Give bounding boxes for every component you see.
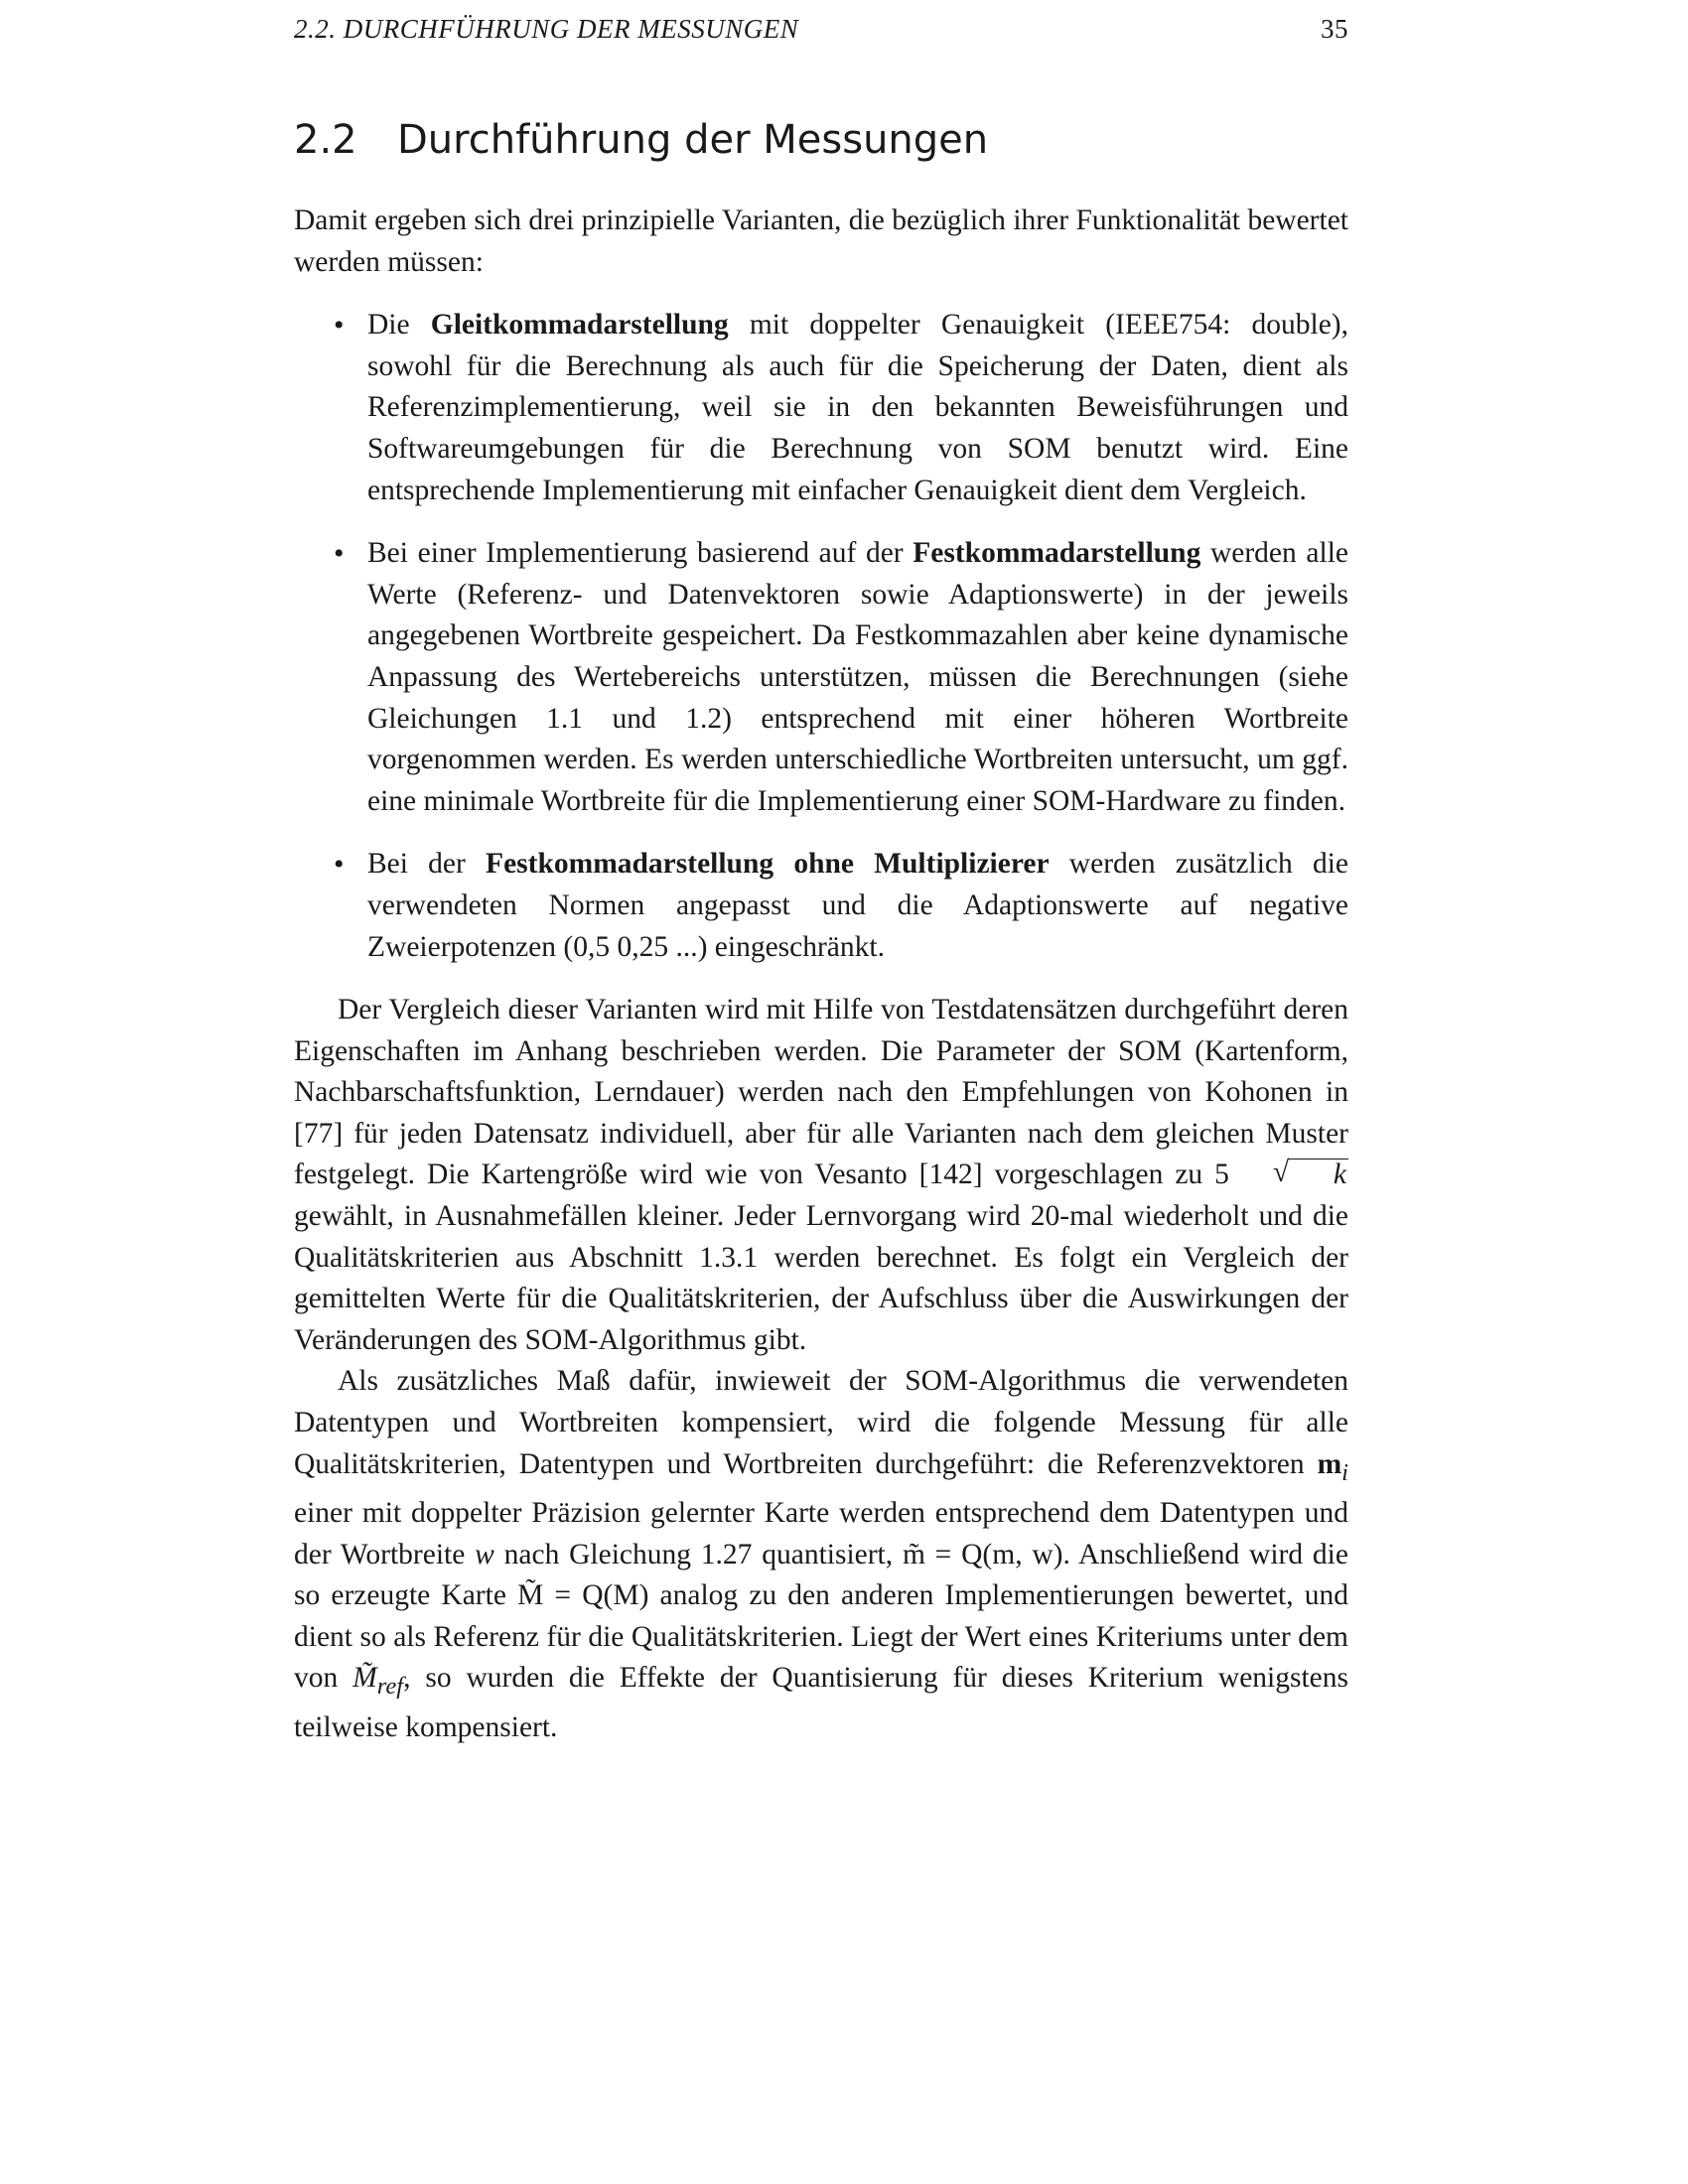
term-bold: Gleitkommadarstellung <box>430 309 729 341</box>
running-header <box>294 14 1348 54</box>
equation-quantized-vector: m̃ = Q(m, w) <box>902 1538 1063 1570</box>
section-number: 2.2 <box>294 117 357 163</box>
list-item: • Bei der Festkommadarstellung ohne Multiplizierer werden zusätzlich die verwendeten Normen angepasst und die Adaptionswerte auf negative Zweierpotenzen (0,5 0,25 ...) eingeschränkt. <box>367 844 1348 968</box>
wordwidth-w: w <box>475 1538 494 1570</box>
section-heading <box>294 117 988 163</box>
list-item: • Bei einer Implementierung basierend auf der Festkommadarstellung werden alle Werte (Referenz- und Datenvektoren sowie Adaptionswerte) in der jeweils angegebenen Wortbreite gespeichert. Da Festkommazahlen aber keine dynamische Anpassung des Wertebereichs unterstützen, müssen die Berechnungen (siehe Gleichungen 1.1 und 1.2) entsprechend mit einer höheren Wortbreite vorgenommen werden. Es werden unterschiedliche Wortbreiten untersucht, um ggf. eine minimale Wortbreite für die Implementierung einer SOM-Hardware zu finden. <box>367 533 1348 822</box>
page-number: 35 <box>1321 14 1348 44</box>
body-text <box>294 201 1348 1749</box>
intro-paragraph: Damit ergeben sich drei prinzipielle Varianten, die bezüglich ihrer Funktionalität bewertet werden müssen: <box>294 205 1348 278</box>
equation-quantized-map: M̃ = Q(M) <box>517 1579 649 1612</box>
running-title: 2.2. DURCHFÜHRUNG DER MESSUNGEN <box>294 14 799 44</box>
sqrt-formula: 5√ k <box>1214 1159 1348 1190</box>
paragraph-quantization: Als zusätzliches Maß dafür, inwieweit der SOM-Algorithmus die verwendeten Datentypen und Wortbreiten kompensiert, wird die folgende Messung für alle Qualitätskriterien, Datentypen und Wortbreiten durchgeführt: die Referenzvektoren $m_i$ einer mit doppelter Präzision gelernter Karte werden entsprechend dem Datentypen und der Wortbreite w nach Gleichung 1.27 quantisiert, m̃ = Q(m, w). Anschließend wird die so erzeugte Karte M̃ = Q(M) analog zu den anderen Implementierungen bewertet, und dient so als Referenz für die Qualitätskriterien. Liegt der Wert eines Kriteriums unter dem von $M̃_{ref}$, so wurden die Effekte der Quantisierung für dieses Kriterium wenigstens teilweise kompensiert. <box>294 1365 1348 1743</box>
term-bold: Festkommadarstellung <box>913 537 1201 570</box>
paragraph-comparison: Der Vergleich dieser Varianten wird mit Hilfe von Testdatensätzen durchgeführt deren Eigenschaften im Anhang beschrieben werden. Die Parameter der SOM (Kartenform, Nachbarschaftsfunktion, Lerndauer) werden nach den Empfehlungen von Kohonen in [77] für jeden Datensatz individuell, aber für alle Varianten nach dem gleichen Muster festgelegt. Die Kartengröße wird wie von Vesanto [142] vorgeschlagen zu 5√ k gewählt, in Ausnahmefällen kleiner. Jeder Lernvorgang wird 20-mal wiederholt und die Qualitätskriterien aus Abschnitt 1.3.1 werden berechnet. Es folgt ein Vergleich der gemittelten Werte für die Qualitätskriterien, der Aufschluss über die Auswirkungen der Veränderungen des SOM-Algorithmus gibt. <box>294 990 1348 1361</box>
vector-m: m <box>1317 1447 1342 1480</box>
term-bold: Festkommadarstellung ohne Multiplizierer <box>486 848 1050 881</box>
reference-map: M̃ <box>352 1662 377 1695</box>
list-item: • Die Gleitkommadarstellung mit doppelter Genauigkeit (IEEE754: double), sowohl für die Berechnung als auch für die Speicherung der Daten, dient als Referenzimplementierung, weil sie in den bekannten Beweisführungen und Softwareumgebungen für die Berechnung von SOM benutzt wird. Eine entsprechende Implementierung mit einfacher Genauigkeit dient dem Vergleich. <box>367 305 1348 511</box>
variant-list <box>294 305 1348 968</box>
section-title: Durchführung der Messungen <box>397 117 989 163</box>
